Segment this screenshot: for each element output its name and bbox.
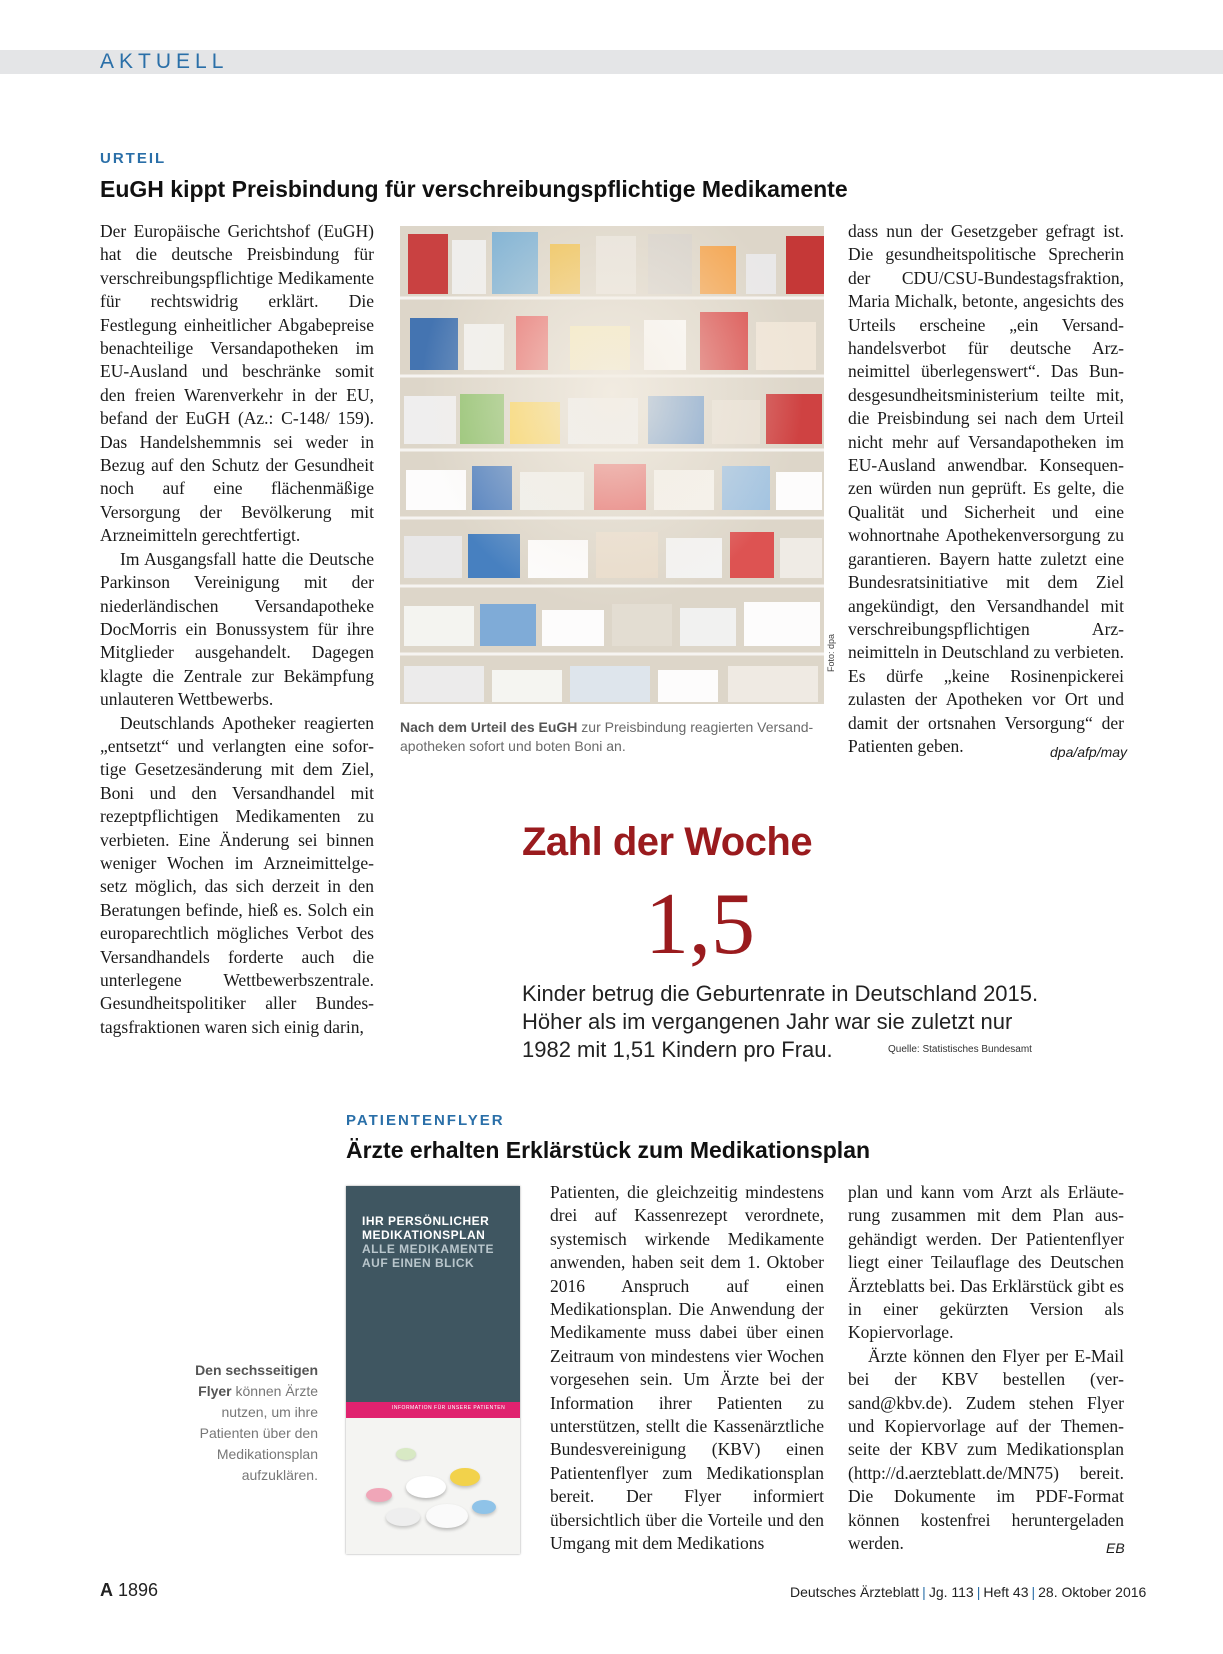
pharmacy-shelves-illustration (400, 226, 824, 704)
number-of-week-value: 1,5 (645, 876, 755, 973)
journal-info (790, 1584, 1147, 1600)
pill-icon (472, 1500, 496, 1514)
agency-signature: dpa/afp/may (1050, 744, 1128, 760)
flyer-title-line: IHR PERSÖNLICHER (362, 1214, 490, 1228)
page-number-value: 1896 (118, 1580, 159, 1600)
journal-issue: Heft 43 (983, 1584, 1029, 1600)
flyer-caption (180, 1360, 318, 1486)
flyer-subtitle-line: ALLE MEDIKAMENTE (362, 1242, 494, 1256)
pill-icon (450, 1468, 480, 1486)
article2-column-1 (550, 1181, 824, 1556)
flyer-pink-band (346, 1402, 520, 1418)
article1-column-3 (848, 220, 1124, 758)
page-prefix: A (100, 1580, 113, 1600)
flyer-band-text: INFORMATION FÜR UNSERE PATIENTEN (392, 1405, 506, 1411)
pill-icon (366, 1488, 392, 1502)
pill-icon (386, 1508, 420, 1526)
paragraph: dass nun der Gesetzgeber gefragt ist. Die gesundheitspolitische Sprecherin der CDU/CSU-Bundestagsfraktion, Maria Michalk, betonte, angesichts des Urteils erscheine „ein Versandhandelsverbot für deutsche Arzneimittel überlegenswert“. Das Bundesgesundheitsministerium teilte mit, die Preisbindung sei nach dem Urteil nicht mehr auf Versandapotheken im EU-Ausland anwendbar. Konsequenzen würden nun geprüft. Es gelte, die Qualität und Sicherheit und eine wohnortnahe Apothekenversorgung zu garantieren. Bayern hatte zuletzt eine Bundesratsinitiative mit dem Ziel angekündigt, den Versandhandel mit verschreibungspflichtigen Arzneimitteln in Deutschland zu verbieten. Es dürfe „keine Rosinenpickerei zulasten der Apotheken vor Ort und damit der ortsnahen Versorgung“ der Patienten geben. (848, 221, 1124, 756)
article1-headline: EuGH kippt Preisbindung für verschreibungspflichtige Medikamente (100, 176, 848, 202)
photo-credit: Foto: dpa (826, 633, 836, 672)
journal-name: Deutsches Ärzteblatt (790, 1584, 920, 1600)
section-label: AKTUELL (100, 50, 229, 73)
number-text-line: Kinder betrug die Geburtenrate in Deutschland 2015. (522, 981, 1039, 1006)
flyer-title-line: MEDIKATIONSPLAN (362, 1228, 486, 1242)
number-text-line: 1982 mit 1,51 Kindern pro Frau. (522, 1037, 833, 1062)
article1-kicker: URTEIL (100, 150, 167, 167)
flyer-subtitle-line: AUF EINEN BLICK (362, 1256, 475, 1270)
flyer-subtitle (362, 1242, 494, 1270)
pharmacy-shelves-photo (400, 226, 824, 704)
journal-volume: Jg. 113 (928, 1584, 974, 1600)
flyer-image (346, 1186, 520, 1554)
separator: | (976, 1584, 981, 1600)
flyer-pills-area (346, 1418, 520, 1554)
article1-column-1 (100, 220, 374, 1039)
pill-icon (406, 1476, 446, 1498)
page-number (100, 1580, 158, 1601)
paragraph: Patienten, die gleichzeitig mindestens drei auf Kassenrezept verordnete, systemisch wirkende Medikamente anwenden, haben seit dem 1. Oktober 2016 Anspruch auf einen Medikationsplan. Die Anwendung der Medikamente muss dabei über einen Zeitraum von mindestens vier Wochen vorgesehen sein. Um Ärzte bei der Information ihrer Patienten zu unterstützen, stellt die Kassenärztliche Bundesvereinigung (KBV) einen Patientenflyer zum Medikationsplan bereit. Der Flyer informiert übersichtlich über die Vorteile und den Umgang mit dem Medikations (550, 1182, 824, 1554)
flyer-caption-lead: Den sechsseitigen Flyer (195, 1362, 318, 1399)
separator: | (922, 1584, 926, 1600)
paragraph: Im Ausgangsfall hatte die Deutsche Parkinson Vereinigung mit der niederländischen Versandapotheke DocMorris ein Bonussystem für ihre Mitglieder ausgehandelt. Dagegen klagte die Zentrale zur Bekämpfung unlauteren Wettbewerbs. (100, 548, 374, 710)
number-text-line: Höher als im vergangenen Jahr war sie zuletzt nur (522, 1009, 1013, 1034)
pill-icon (426, 1504, 468, 1528)
pill-icon (396, 1448, 416, 1460)
separator: | (1031, 1584, 1036, 1600)
paragraph: Deutschlands Apotheker reagierten „entsetzt“ und verlangten eine sofortige Gesetzesänderung mit dem Ziel, Boni und den Versandhandel mit rezeptpflichtigen Medikamenten zu verbieten. Eine Änderung sei binnen weniger Wochen im Arzneimittelgesetz möglich, das sich derzeit in den Beratungen befinde, hieß es. Solch ein europarechtlich mögliches Verbot des Versandhandels forderte auch die unterlegene Wettbewerbszentrale. Gesundheitspolitiker aller Bundestagsfraktionen waren sich einig darin, (100, 712, 374, 1037)
flyer-title (362, 1214, 489, 1242)
photo-caption (400, 718, 820, 756)
paragraph: Ärzte können den Flyer per E-Mail bei der KBV bestellen (versand@kbv.de). Zudem stehen Flyer und Kopiervorlage auf der Themenseite der KBV zum Medikationsplan (http://d.aerzteblatt.de/MN75) bereit. Die Dokumente im PDF-Format können kostenfrei heruntergeladen werden. (848, 1345, 1124, 1554)
journal-date: 28. Oktober 2016 (1038, 1584, 1147, 1600)
caption-text: zur Preisbindung reagierten Versandapotheken sofort und boten Boni an. (400, 719, 814, 754)
article2-kicker: PATIENTENFLYER (346, 1112, 505, 1129)
caption-lead: Nach dem Urteil des EuGH (400, 719, 578, 735)
number-of-week-title: Zahl der Woche (522, 820, 813, 864)
flyer-caption-text: können Ärzte nutzen, um ihre Patienten über den Medikationsplan aufzuklären. (199, 1383, 318, 1483)
paragraph: Der Europäische Gerichtshof (EuGH) hat die deutsche Preisbindung für verschreibungspflichtige Medikamente für rechtswidrig erklärt. Die Festlegung einheitlicher Abgabepreise benachteilige Versandapotheken im EU-Ausland und beschränke somit den freien Warenverkehr in der EU, befand der EuGH (Az.: C-148/ 159). Das Handelshemmnis sei weder in Bezug auf den Schutz der Gesundheit noch auf eine flächenmäßige Versorgung der Bevölkerung mit Arzneimitteln gerechtfertigt. (100, 221, 374, 546)
author-signature: EB (1106, 1540, 1125, 1556)
number-source: Quelle: Statistisches Bundesamt (888, 1044, 1032, 1055)
article2-headline: Ärzte erhalten Erklärstück zum Medikationsplan (346, 1137, 871, 1163)
paragraph: plan und kann vom Arzt als Erläuterung zusammen mit dem Plan ausgehändigt werden. Der Patientenflyer liegt einer Teilauflage des Deutschen Ärzteblatts bei. Das Erklärstück gibt es in einer gekürzten Version als Kopiervorlage. (848, 1182, 1124, 1343)
article2-column-2 (848, 1181, 1124, 1556)
